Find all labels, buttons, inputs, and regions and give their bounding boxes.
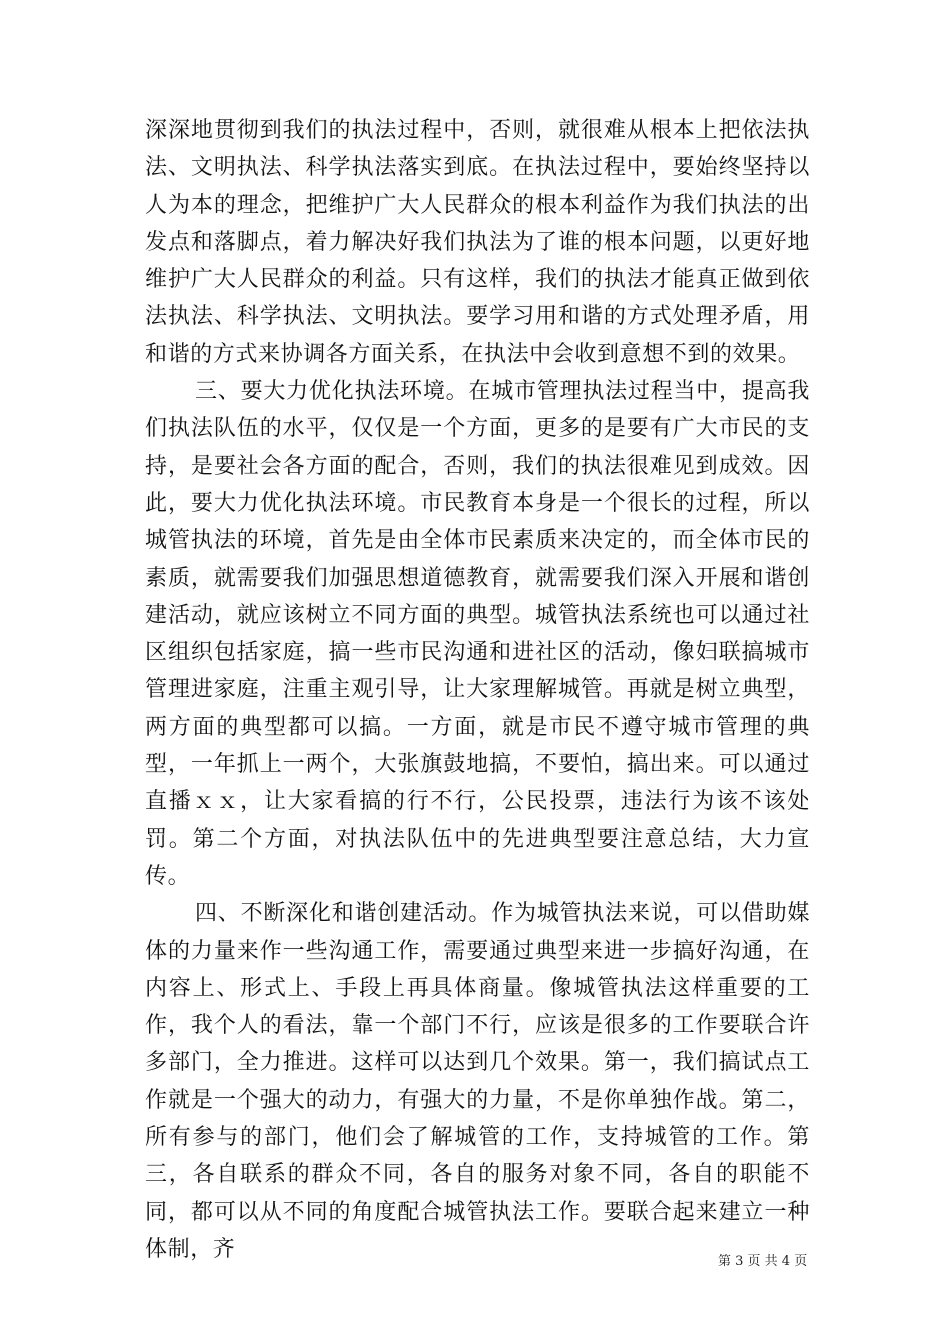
paragraph-continuation: 深深地贯彻到我们的执法过程中，否则，就很难从根本上把依法执法、文明执法、科学执法落实到底。在执法过程中，要始终坚持以人为本的理念，把维护广大人民群众的根本利益作为我们执法的出发点和落脚点，着力解决好我们执法为了谁的根本问题，以更好地维护广大人民群众的利益。只有这样，我们的执法才能真正做到依法执法、科学执法、文明执法。要学习用和谐的方式处理矛盾，用和谐的方式来协调各方面关系，在执法中会收到意想不到的效果。 bbox=[145, 118, 810, 367]
body-text bbox=[145, 112, 810, 1268]
paragraph-section-three: 三、要大力优化执法环境。在城市管理执法过程当中，提高我们执法队伍的水平，仅仅是一个方面，更多的是要有广大市民的支持，是要社会各方面的配合，否则，我们的执法很难见到成效。因此，要大力优化执法环境。市民教育本身是一个很长的过程，所以城管执法的环境，首先是由全体市民素质来决定的，而全体市民的素质，就需要我们加强思想道德教育，就需要我们深入开展和谐创建活动，就应该树立不同方面的典型。城管执法系统也可以通过社区组织包括家庭，搞一些市民沟通和进社区的活动，像妇联搞城市管理进家庭，注重主观引导，让大家理解城管。再就是树立典型，两方面的典型都可以搞。一方面，就是市民不遵守城市管理的典型，一年抓上一两个，大张旗鼓地搞，不要怕，搞出来。可以通过直播ｘｘ，让大家看搞的行不行，公民投票，违法行为该不该处罚。第二个方面，对执法队伍中的先进典型要注意总结，大力宣传。 bbox=[145, 379, 810, 889]
page-number-footer: 第 3 页 共 4 页 bbox=[718, 1254, 808, 1269]
paragraph-section-four: 四、不断深化和谐创建活动。作为城管执法来说，可以借助媒体的力量来作一些沟通工作，需要通过典型来进一步搞好沟通，在内容上、形式上、手段上再具体商量。像城管执法这样重要的工作，我个人的看法，靠一个部门不行，应该是很多的工作要联合许多部门，全力推进。这样可以达到几个效果。第一，我们搞试点工作就是一个强大的动力，有强大的力量，不是你单独作战。第二，所有参与的部门，他们会了解城管的工作，支持城管的工作。第三，各自联系的群众不同，各自的服务对象不同，各自的职能不同，都可以从不同的角度配合城管执法工作。要联合起来建立一种体制，齐 bbox=[145, 901, 810, 1262]
